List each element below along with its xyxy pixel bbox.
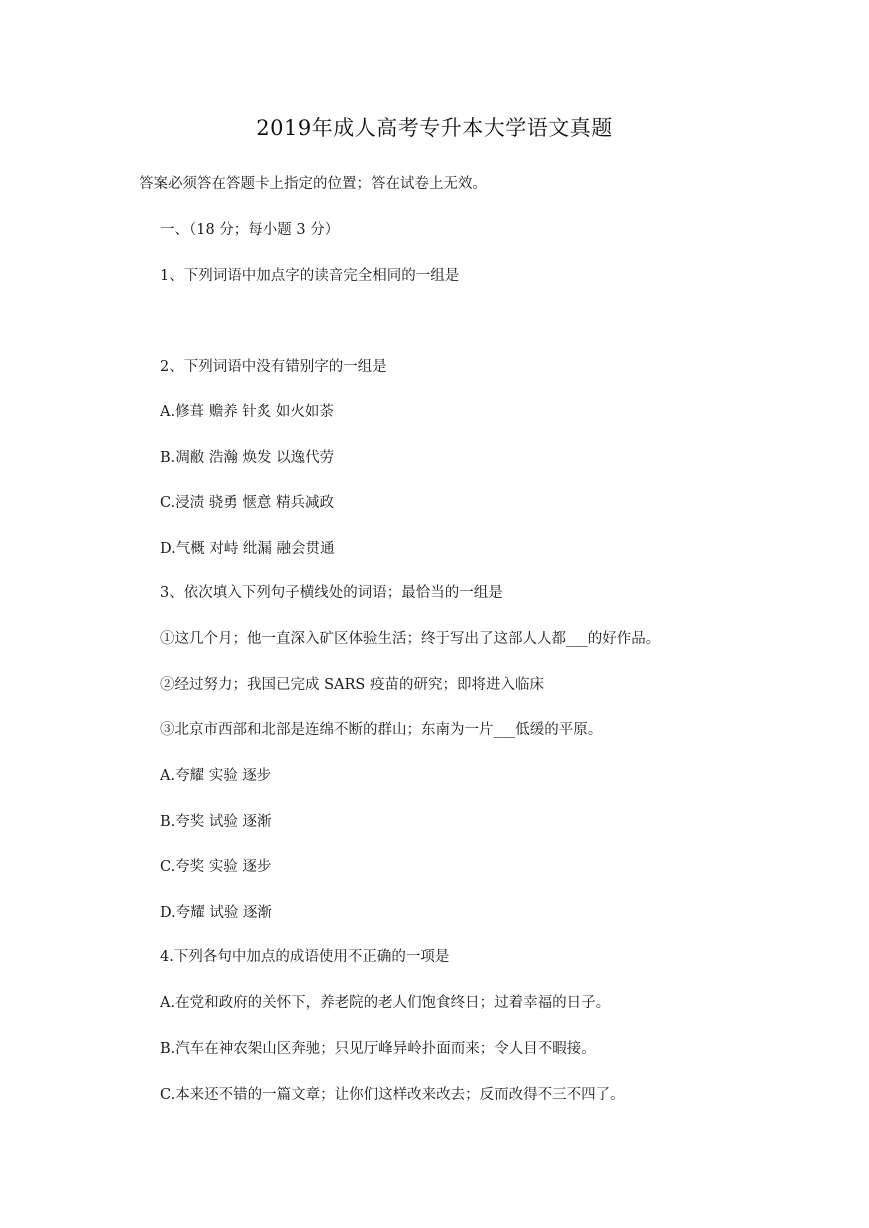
question-3-option-b: B.夸奖 试验 逐渐 bbox=[160, 814, 272, 830]
question-2-option-a: A.修葺 赡养 针炙 如火如荼 bbox=[160, 404, 334, 420]
question-4-stem: 4.下列各句中加点的成语使用不正确的一项是 bbox=[160, 949, 450, 965]
exam-notice: 答案必须答在答题卡上指定的位置；答在试卷上无效。 bbox=[139, 176, 487, 192]
question-3-option-c: C.夸奖 实验 逐步 bbox=[160, 859, 272, 875]
section-header: 一、（18 分；每小题 3 分） bbox=[160, 222, 340, 238]
question-3-sentence-3: ③北京市西部和北部是连绵不断的群山；东南为一片___低缓的平原。 bbox=[160, 722, 603, 738]
page-title: 2019年成人高考专升本大学语文真题 bbox=[256, 116, 613, 140]
question-3-sentence-2: ②经过努力；我国已完成 SARS 疫苗的研究；即将进入临床 bbox=[160, 677, 544, 693]
question-2-option-c: C.浸渍 骁勇 惬意 精兵减政 bbox=[160, 495, 335, 511]
question-3-option-d: D.夸耀 试验 逐渐 bbox=[160, 905, 272, 921]
question-1-stem: 1、下列词语中加点字的读音完全相同的一组是 bbox=[160, 268, 460, 284]
question-2-stem: 2、下列词语中没有错别字的一组是 bbox=[160, 359, 387, 375]
question-3-sentence-1: ①这几个月；他一直深入矿区体验生活；终于写出了这部人人都___的好作品。 bbox=[160, 631, 661, 647]
question-4-option-b: B.汽车在神农架山区奔驰；只见厅峰异岭扑面而来；令人目不暇接。 bbox=[160, 1041, 596, 1057]
question-2-option-b: B.凋敝 浩瀚 焕发 以逸代劳 bbox=[160, 450, 335, 466]
question-2-option-d: D.气概 对峙 纰漏 融会贯通 bbox=[160, 541, 335, 557]
question-4-option-a: A.在党和政府的关怀下，养老院的老人们饱食终日；过着幸福的日子。 bbox=[160, 995, 611, 1011]
question-4-option-c: C.本来还不错的一篇文章；让你们这样改来改去；反而改得不三不四了。 bbox=[160, 1087, 625, 1103]
question-3-option-a: A.夸耀 实验 逐步 bbox=[160, 768, 272, 784]
question-3-stem: 3、依次填入下列句子横线处的词语；最恰当的一组是 bbox=[160, 585, 503, 601]
